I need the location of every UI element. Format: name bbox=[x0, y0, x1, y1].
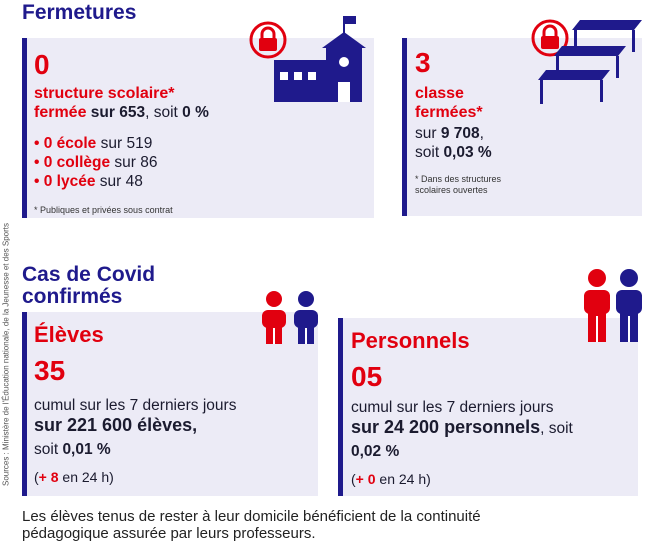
students-delta: (+ 8 en 24 h) bbox=[34, 469, 114, 485]
students-count: 35 bbox=[34, 355, 66, 386]
list-item: • 0 collège sur 86 bbox=[34, 154, 158, 171]
student-figures-icon bbox=[260, 290, 322, 346]
staff-figures-icon bbox=[582, 268, 644, 344]
school-building-icon bbox=[272, 12, 374, 104]
staff-pct: 0,02 % bbox=[351, 443, 400, 460]
students-cumul: cumul sur les 7 derniers jours bbox=[34, 397, 237, 414]
classes-closed-ratio: sur 9 708, soit 0,03 % bbox=[415, 125, 492, 161]
sources-label: Sources : Ministère de l'Éducation nationale, de la Jeunesse et des Sports bbox=[1, 223, 11, 487]
classes-closed-label: classe fermées* bbox=[415, 85, 483, 121]
staff-label: Personnels bbox=[351, 328, 470, 353]
closures-title: Fermetures bbox=[22, 1, 137, 24]
schools-closed-ratio: fermée sur 653, soit 0 % bbox=[34, 104, 209, 121]
list-item: • 0 école sur 519 bbox=[34, 135, 153, 152]
schools-closed-label: structure scolaire* bbox=[34, 85, 175, 102]
classes-panel-bar bbox=[402, 38, 407, 216]
students-label: Élèves bbox=[34, 322, 104, 347]
staff-delta: (+ 0 en 24 h) bbox=[351, 471, 431, 487]
schools-footnote: * Publiques et privées sous contrat bbox=[34, 205, 173, 215]
students-pct: soit 0,01 % bbox=[34, 441, 111, 458]
list-item: • 0 lycée sur 48 bbox=[34, 173, 143, 190]
schools-closed-count: 0 bbox=[34, 49, 50, 80]
students-total: sur 221 600 élèves, bbox=[34, 415, 198, 435]
staff-total: sur 24 200 personnels, soit bbox=[351, 417, 573, 437]
classes-footnote: * Dans des structures scolaires ouvertes bbox=[415, 174, 502, 195]
covid-title: Cas de Covid confirmés bbox=[22, 263, 156, 308]
students-panel-bar bbox=[22, 312, 27, 496]
staff-panel-bar bbox=[338, 318, 343, 496]
footer-note: Les élèves tenus de rester à leur domicile bénéficient de la continuité pédagogique assurée par leurs professeurs. bbox=[22, 508, 481, 542]
school-type-list bbox=[34, 134, 158, 191]
schools-panel-bar bbox=[22, 38, 27, 218]
classes-closed-count: 3 bbox=[415, 47, 431, 78]
staff-count: 05 bbox=[351, 361, 383, 392]
tables-icon bbox=[536, 14, 648, 106]
staff-cumul: cumul sur les 7 derniers jours bbox=[351, 399, 554, 416]
